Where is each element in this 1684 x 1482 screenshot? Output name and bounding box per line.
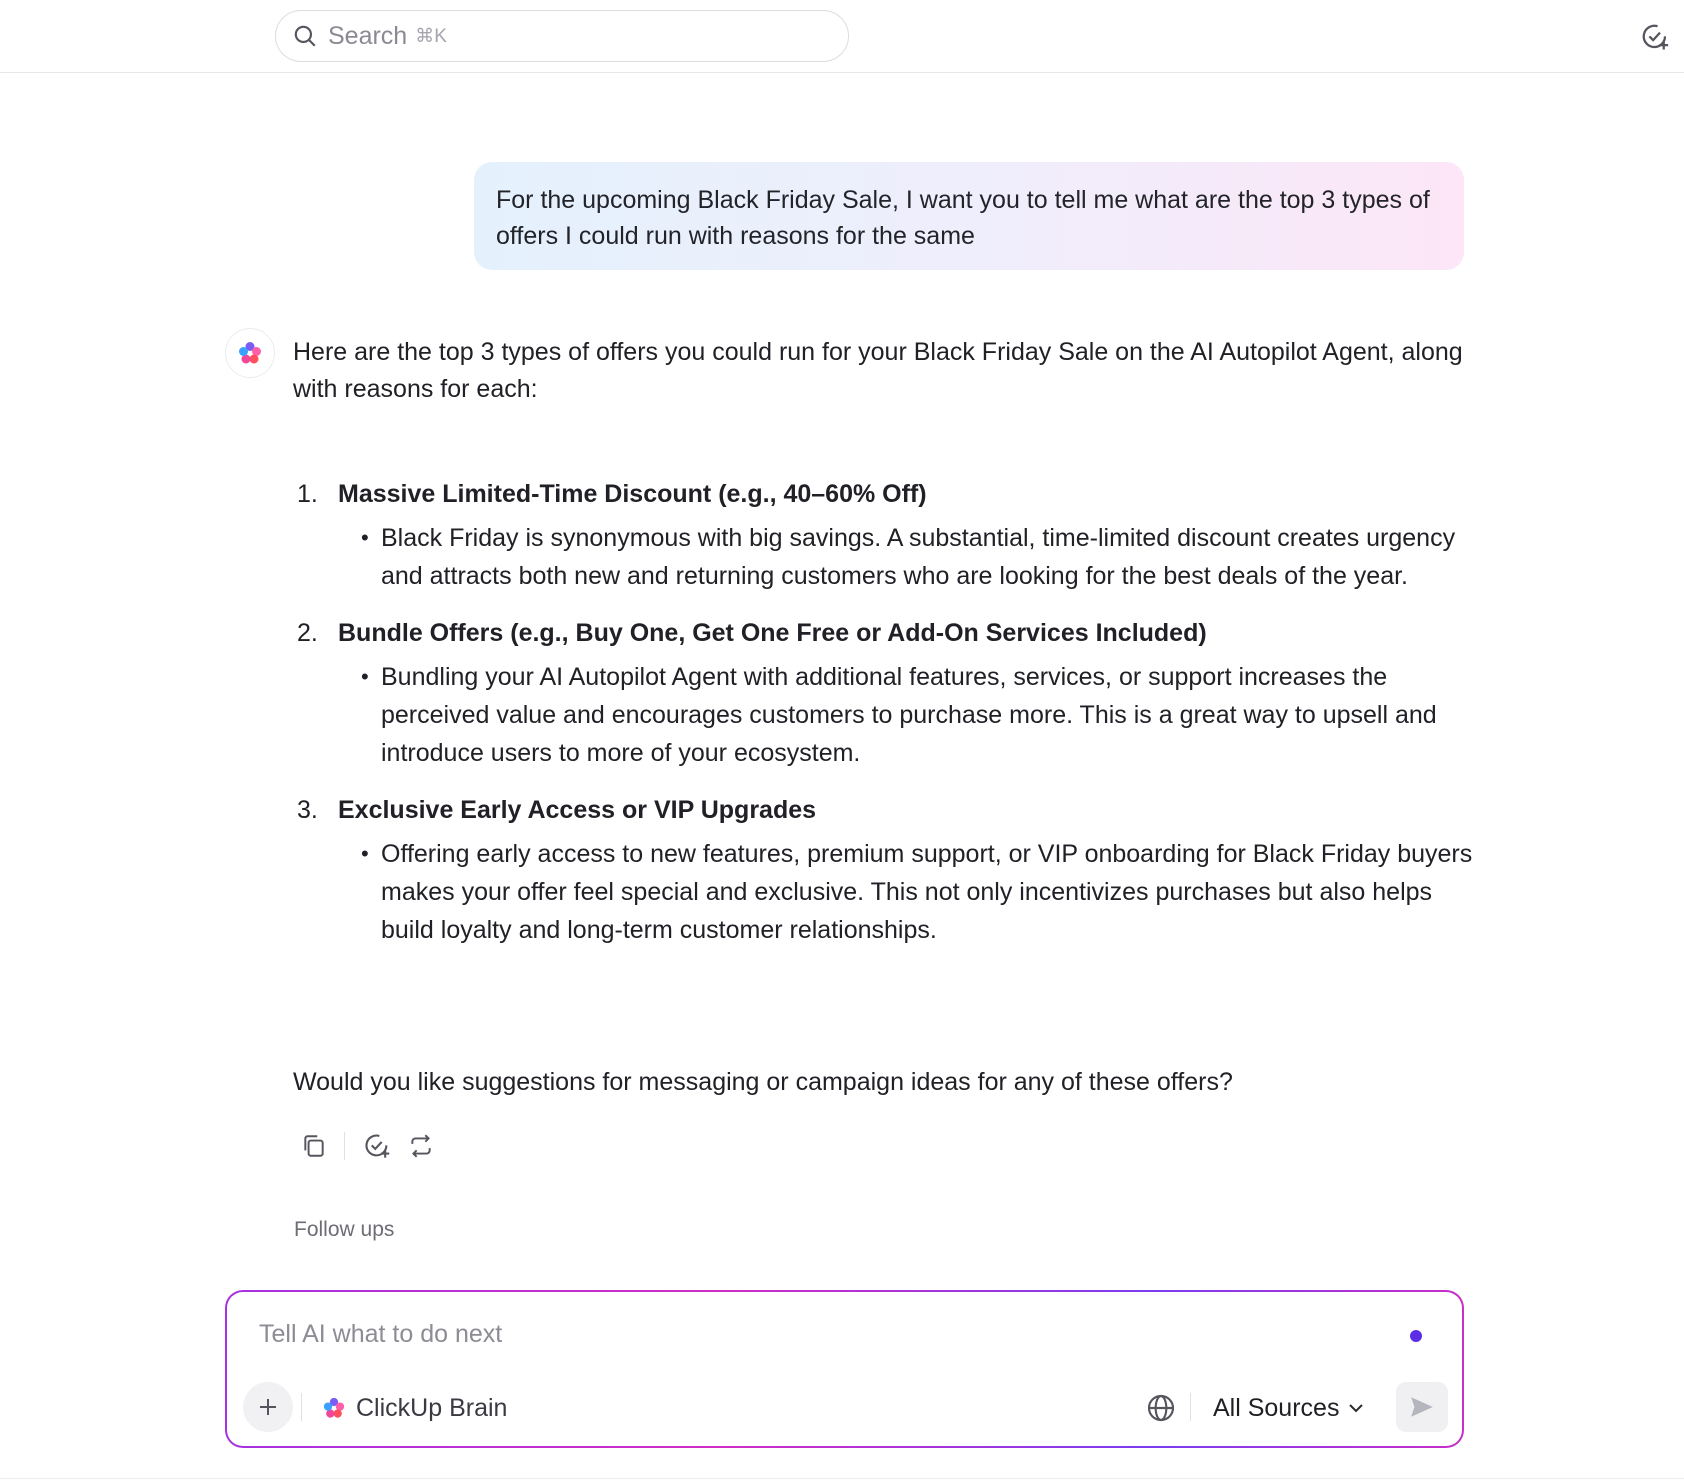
bullet-icon: • — [361, 664, 369, 689]
offer-reason-text: Offering early access to new features, premium support, or VIP onboarding for Black Friday buyers makes your offer feel special and exclusive. This not only incentivizes purchases but also helps build loyalty and long-term customer relationships. — [381, 840, 1473, 944]
top-bar — [0, 0, 1684, 73]
offer-number: 2. — [297, 619, 318, 647]
ai-avatar — [225, 328, 275, 378]
offer-reason-text: Bundling your AI Autopilot Agent with additional features, services, or support increases the perceived value and encourages customers to purchase more. This is a great way to upsell and introduce users to more of your ecosystem. — [381, 663, 1437, 767]
model-selector[interactable] — [322, 1388, 507, 1428]
composer-divider — [1190, 1393, 1191, 1421]
message-actions — [296, 1128, 439, 1164]
bottom-divider — [0, 1478, 1684, 1479]
copy-button[interactable] — [296, 1128, 332, 1164]
composer-inner — [227, 1292, 1462, 1446]
offer-title — [293, 476, 1473, 513]
search-bar[interactable] — [275, 10, 849, 62]
offer-title-text: Bundle Offers (e.g., Buy One, Get One Free or Add-On Services Included) — [338, 619, 1207, 647]
chevron-down-icon — [1347, 1399, 1365, 1417]
offer-number: 1. — [297, 480, 318, 508]
plus-icon — [257, 1396, 279, 1418]
actions-divider — [344, 1132, 345, 1160]
sources-dropdown[interactable] — [1213, 1388, 1365, 1428]
search-shortcut: ⌘K — [415, 25, 447, 47]
offer-item — [293, 615, 1473, 772]
ai-closing-text: Would you like suggestions for messaging or campaign ideas for any of these offers? — [293, 1068, 1233, 1096]
search-icon — [292, 23, 318, 49]
composer — [225, 1290, 1464, 1448]
copy-icon — [301, 1133, 327, 1159]
clickup-brain-icon — [322, 1396, 346, 1420]
create-task-icon — [363, 1132, 391, 1160]
search-placeholder: Search — [328, 21, 408, 50]
clickup-brain-icon — [237, 340, 263, 366]
composer-divider — [301, 1393, 302, 1421]
offer-reason-text: Black Friday is synonymous with big savings. A substantial, time-limited discount creates urgency and attracts both new and returning customers who are looking for the best deals of the year. — [381, 524, 1456, 590]
regenerate-icon — [408, 1133, 434, 1159]
sources-label: All Sources — [1213, 1393, 1340, 1422]
model-label: ClickUp Brain — [356, 1393, 508, 1422]
add-attachment-button[interactable] — [243, 1382, 293, 1432]
offer-reason — [361, 519, 1473, 595]
bullet-icon: • — [361, 841, 369, 866]
globe-icon[interactable] — [1145, 1392, 1177, 1424]
create-task-button[interactable] — [359, 1128, 395, 1164]
offer-title-text: Massive Limited-Time Discount (e.g., 40–60% Off) — [338, 480, 927, 508]
ai-prompt-input[interactable] — [259, 1320, 1359, 1349]
ai-message — [293, 334, 1473, 1096]
offer-title — [293, 615, 1473, 652]
offer-reason — [361, 658, 1473, 772]
offer-title — [293, 792, 1473, 829]
send-button[interactable] — [1396, 1382, 1448, 1432]
bullet-icon: • — [361, 525, 369, 550]
check-circle-plus-icon[interactable] — [1640, 22, 1670, 52]
offer-reason — [361, 835, 1473, 949]
ai-intro-text: Here are the top 3 types of offers you could run for your Black Friday Sale on the AI Autopilot Agent, along with reasons for each: — [293, 338, 1463, 403]
offer-title-text: Exclusive Early Access or VIP Upgrades — [338, 796, 817, 824]
offer-item — [293, 476, 1473, 595]
followups-label: Follow ups — [294, 1218, 395, 1241]
offer-item — [293, 792, 1473, 949]
offer-number: 3. — [297, 796, 318, 824]
regenerate-button[interactable] — [403, 1128, 439, 1164]
send-icon — [1409, 1394, 1435, 1420]
user-message-bubble: For the upcoming Black Friday Sale, I want you to tell me what are the top 3 types of offers I could run with reasons for the same — [474, 162, 1464, 270]
status-dot — [1410, 1330, 1422, 1342]
